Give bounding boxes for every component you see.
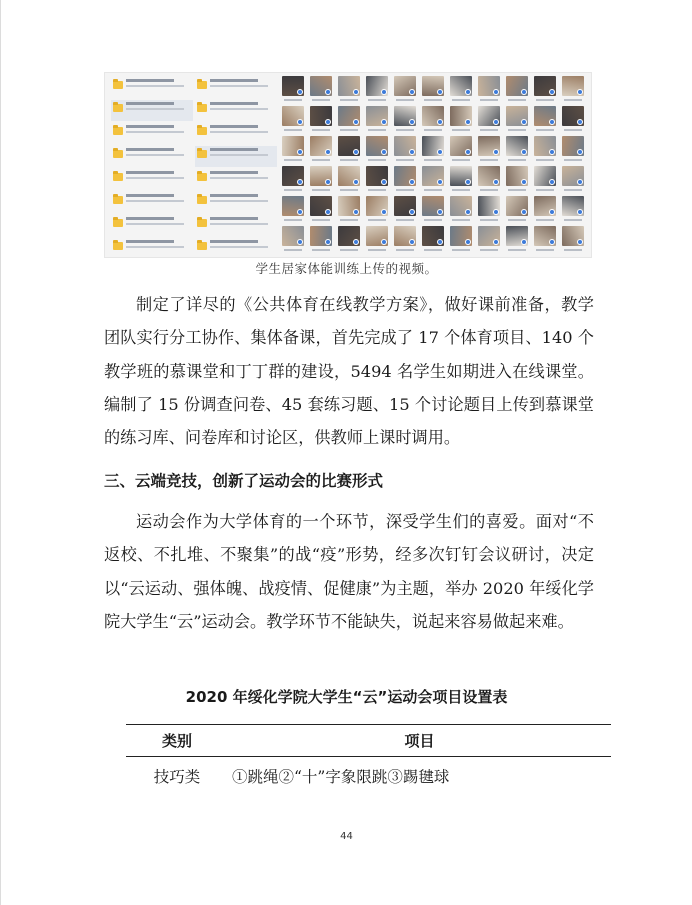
video-thumbnail [505, 106, 529, 135]
video-thumbnail [337, 106, 361, 135]
video-thumbnail-image [478, 76, 500, 96]
video-thumbnail-label [312, 159, 330, 161]
video-thumbnail-label [564, 219, 582, 221]
video-thumbnail [449, 76, 473, 105]
video-thumbnail-image [366, 76, 388, 96]
video-thumbnail-image [338, 226, 360, 246]
video-thumbnail-label [452, 159, 470, 161]
video-thumbnail-label [564, 159, 582, 161]
video-thumbnail-image [282, 166, 304, 186]
folder-item [111, 238, 193, 258]
video-thumbnail-image [562, 166, 584, 186]
video-thumbnail [393, 76, 417, 105]
video-thumbnail-image [310, 76, 332, 96]
folder-icon [113, 81, 123, 89]
video-thumbnail-label [284, 129, 302, 131]
folder-item [195, 123, 277, 144]
video-thumbnail-label [368, 189, 386, 191]
video-thumbnail [421, 226, 445, 255]
page-number: 44 [340, 831, 353, 842]
folder-list-left [111, 77, 193, 258]
video-thumbnail-image [310, 106, 332, 126]
video-thumbnail-label [424, 99, 442, 101]
video-thumbnail-image [450, 106, 472, 126]
video-thumbnail [337, 226, 361, 255]
folder-item [111, 215, 193, 236]
folder-label [210, 79, 268, 87]
folder-label [210, 102, 268, 110]
video-thumbnail [393, 226, 417, 255]
folder-item [195, 77, 277, 98]
video-thumbnail-image [338, 76, 360, 96]
folder-label [126, 79, 184, 87]
folder-item [111, 146, 193, 167]
folder-label [126, 148, 184, 156]
video-thumbnail-image [310, 166, 332, 186]
video-thumbnail-label [480, 159, 498, 161]
video-thumbnail-image [534, 226, 556, 246]
video-thumbnail [561, 76, 585, 105]
video-thumbnail [561, 226, 585, 255]
folder-icon [197, 242, 207, 250]
video-thumbnail-image [366, 106, 388, 126]
folder-item [195, 146, 277, 167]
video-thumbnail-label [480, 129, 498, 131]
video-thumbnail-grid [281, 76, 587, 255]
video-thumbnail [337, 136, 361, 165]
video-thumbnail-image [506, 226, 528, 246]
video-thumbnail-image [534, 196, 556, 216]
video-thumbnail [309, 76, 333, 105]
folder-label [126, 240, 184, 248]
video-thumbnail-image [534, 106, 556, 126]
video-thumbnail-label [480, 219, 498, 221]
video-thumbnail-image [282, 196, 304, 216]
video-thumbnail-label [396, 159, 414, 161]
video-thumbnail [309, 166, 333, 195]
video-thumbnail-image [422, 106, 444, 126]
video-thumbnail-label [536, 159, 554, 161]
video-thumbnail [533, 76, 557, 105]
folder-icon [113, 104, 123, 112]
video-thumbnail-label [284, 99, 302, 101]
video-thumbnail-label [424, 249, 442, 251]
video-thumbnail-image [394, 106, 416, 126]
video-thumbnail [309, 136, 333, 165]
video-thumbnail-image [282, 106, 304, 126]
video-thumbnail-label [424, 189, 442, 191]
folder-icon [113, 127, 123, 135]
video-thumbnail-label [536, 189, 554, 191]
video-thumbnail-image [450, 196, 472, 216]
video-thumbnail [449, 136, 473, 165]
video-thumbnail [477, 196, 501, 225]
body-paragraph-1: 制定了详尽的《公共体育在线教学方案》，做好课前准备，教学团队实行分工协作、集体备课，首先完成了 17 个体育项目、140 个教学班的慕课堂和丁丁群的建设，5494 名学生如期进入在线课堂。编制了 15 份调查问卷、45 套练习题、15 个讨论题目上传到慕课堂的练习库、问卷库和讨论区，供教师上课时调用。 [104, 295, 594, 448]
video-thumbnail-label [396, 99, 414, 101]
video-thumbnail-label [368, 219, 386, 221]
video-thumbnail-image [534, 76, 556, 96]
video-thumbnail [393, 136, 417, 165]
video-thumbnail [393, 106, 417, 135]
video-thumbnail-image [534, 136, 556, 156]
video-thumbnail [281, 106, 305, 135]
video-thumbnail-image [394, 226, 416, 246]
folder-icon [113, 196, 123, 204]
video-thumbnail-image [310, 196, 332, 216]
folder-label [126, 217, 184, 225]
video-thumbnail-label [508, 219, 526, 221]
video-thumbnail-label [452, 249, 470, 251]
folder-icon [113, 219, 123, 227]
video-thumbnail-image [562, 136, 584, 156]
video-thumbnail [337, 166, 361, 195]
folder-icon [197, 81, 207, 89]
video-thumbnail [477, 136, 501, 165]
video-thumbnail [421, 196, 445, 225]
video-thumbnail [477, 226, 501, 255]
folder-item [195, 215, 277, 236]
video-thumbnail [505, 166, 529, 195]
video-thumbnail-label [536, 219, 554, 221]
folder-icon [197, 173, 207, 181]
video-thumbnail [533, 196, 557, 225]
folder-label [210, 240, 268, 248]
video-thumbnail [505, 76, 529, 105]
video-thumbnail [505, 196, 529, 225]
video-thumbnail-image [366, 196, 388, 216]
header-events: 项目 [228, 725, 611, 757]
video-thumbnail [561, 196, 585, 225]
folder-label [210, 194, 268, 202]
video-thumbnail [449, 166, 473, 195]
body-paragraph-2: 运动会作为大学体育的一个环节，深受学生们的喜爱。面对“不返校、不扎堆、不聚集”的战“疫”形势，经多次钉钉会议研讨，决定以“云运动、强体魄、战疫情、促健康”为主题，举办 2020 年绥化学院大学生“云”运动会。教学环节不能缺失，说起来容易做起来难。 [104, 512, 594, 631]
video-thumbnail-label [312, 99, 330, 101]
folder-item [111, 100, 193, 121]
video-thumbnail-label [452, 99, 470, 101]
video-thumbnail [421, 106, 445, 135]
video-thumbnail-image [562, 196, 584, 216]
video-thumbnail-image [506, 106, 528, 126]
section-heading: 三、云端竞技，创新了运动会的比赛形式 [104, 472, 384, 490]
table-header-row [126, 725, 611, 757]
video-thumbnail-label [452, 219, 470, 221]
folder-item [195, 100, 277, 121]
video-thumbnail-image [478, 166, 500, 186]
video-thumbnail [365, 196, 389, 225]
video-thumbnail [421, 166, 445, 195]
video-thumbnail-image [506, 166, 528, 186]
video-thumbnail [449, 196, 473, 225]
video-thumbnail-image [534, 166, 556, 186]
video-thumbnail-image [478, 136, 500, 156]
video-thumbnail-label [340, 249, 358, 251]
video-thumbnail-label [312, 219, 330, 221]
video-thumbnail [365, 106, 389, 135]
video-thumbnail-label [396, 249, 414, 251]
video-thumbnail-label [536, 129, 554, 131]
video-thumbnail-label [452, 189, 470, 191]
video-thumbnail [421, 136, 445, 165]
video-thumbnail-image [478, 196, 500, 216]
video-thumbnail-label [508, 129, 526, 131]
video-thumbnail-image [310, 136, 332, 156]
video-thumbnail [477, 106, 501, 135]
header-category: 类别 [126, 725, 228, 757]
folder-label [210, 171, 268, 179]
folder-label [126, 125, 184, 133]
video-thumbnail [281, 196, 305, 225]
video-thumbnail-label [368, 99, 386, 101]
video-thumbnail-image [506, 136, 528, 156]
video-folder-screenshot [104, 72, 592, 258]
video-thumbnail [561, 166, 585, 195]
video-thumbnail [281, 136, 305, 165]
video-thumbnail-label [564, 99, 582, 101]
video-thumbnail-image [394, 166, 416, 186]
video-thumbnail-image [450, 226, 472, 246]
video-thumbnail [561, 136, 585, 165]
video-thumbnail [309, 106, 333, 135]
folder-list-right [195, 77, 277, 258]
folder-icon [197, 127, 207, 135]
video-thumbnail-label [396, 129, 414, 131]
video-thumbnail [365, 76, 389, 105]
video-thumbnail-label [340, 189, 358, 191]
video-thumbnail [365, 226, 389, 255]
video-thumbnail-image [450, 136, 472, 156]
video-thumbnail-image [282, 76, 304, 96]
video-thumbnail-label [340, 129, 358, 131]
folder-icon [197, 150, 207, 158]
video-thumbnail [393, 196, 417, 225]
video-thumbnail-image [422, 136, 444, 156]
video-thumbnail-image [338, 136, 360, 156]
video-thumbnail-image [450, 166, 472, 186]
video-thumbnail-label [368, 249, 386, 251]
video-thumbnail-label [396, 219, 414, 221]
video-thumbnail-label [424, 159, 442, 161]
folder-label [210, 125, 268, 133]
video-thumbnail [533, 106, 557, 135]
video-thumbnail [533, 226, 557, 255]
video-thumbnail-label [284, 219, 302, 221]
figure-caption: 学生居家体能训练上传的视频。 [255, 261, 438, 276]
video-thumbnail-image [478, 226, 500, 246]
video-thumbnail-label [564, 129, 582, 131]
video-thumbnail [477, 76, 501, 105]
video-thumbnail [561, 106, 585, 135]
video-thumbnail [505, 136, 529, 165]
folder-icon [197, 196, 207, 204]
video-thumbnail-image [282, 226, 304, 246]
table-row [126, 757, 611, 796]
video-thumbnail [365, 136, 389, 165]
cell-events: ①跳绳②“十”字象限跳③踢毽球 [232, 768, 450, 786]
video-thumbnail-label [284, 249, 302, 251]
video-thumbnail-image [562, 226, 584, 246]
folder-label [126, 171, 184, 179]
video-thumbnail [281, 76, 305, 105]
video-thumbnail-label [508, 189, 526, 191]
folder-icon [113, 150, 123, 158]
folder-item [111, 192, 193, 213]
video-thumbnail [505, 226, 529, 255]
video-thumbnail-label [424, 129, 442, 131]
video-thumbnail [337, 196, 361, 225]
video-thumbnail [337, 76, 361, 105]
video-thumbnail-label [368, 159, 386, 161]
folder-item [195, 169, 277, 190]
video-thumbnail [281, 166, 305, 195]
video-thumbnail-image [562, 76, 584, 96]
video-thumbnail-label [452, 129, 470, 131]
video-thumbnail-label [340, 99, 358, 101]
table-title: 2020 年绥化学院大学生“云”运动会项目设置表 [185, 688, 508, 706]
video-thumbnail-image [338, 166, 360, 186]
video-thumbnail-image [562, 106, 584, 126]
folder-item [111, 123, 193, 144]
video-thumbnail-label [284, 159, 302, 161]
video-thumbnail-label [284, 189, 302, 191]
folder-icon [113, 173, 123, 181]
video-thumbnail-image [478, 106, 500, 126]
cell-category: 技巧类 [153, 768, 201, 786]
video-thumbnail-label [424, 219, 442, 221]
video-thumbnail-image [506, 196, 528, 216]
video-thumbnail [309, 226, 333, 255]
sports-events-table [126, 724, 611, 795]
folder-label [210, 148, 268, 156]
video-thumbnail-label [536, 99, 554, 101]
video-thumbnail-image [366, 136, 388, 156]
video-thumbnail-image [422, 196, 444, 216]
video-thumbnail [477, 166, 501, 195]
video-thumbnail-image [366, 226, 388, 246]
video-thumbnail-image [422, 166, 444, 186]
video-thumbnail [533, 136, 557, 165]
video-thumbnail-image [366, 166, 388, 186]
video-thumbnail-label [564, 249, 582, 251]
video-thumbnail-label [480, 189, 498, 191]
video-thumbnail-label [312, 129, 330, 131]
video-thumbnail [533, 166, 557, 195]
video-thumbnail-image [394, 196, 416, 216]
video-thumbnail-label [508, 249, 526, 251]
video-thumbnail-image [338, 106, 360, 126]
video-thumbnail-label [312, 249, 330, 251]
video-thumbnail-image [422, 76, 444, 96]
folder-label [210, 217, 268, 225]
video-thumbnail-image [282, 136, 304, 156]
folder-icon [197, 219, 207, 227]
folder-item [195, 238, 277, 258]
video-thumbnail [365, 166, 389, 195]
folder-label [126, 194, 184, 202]
video-thumbnail-label [564, 189, 582, 191]
video-thumbnail-image [338, 196, 360, 216]
video-thumbnail [449, 106, 473, 135]
video-thumbnail [393, 166, 417, 195]
video-thumbnail-image [394, 136, 416, 156]
video-thumbnail-label [340, 159, 358, 161]
video-thumbnail-label [396, 189, 414, 191]
folder-label [126, 102, 184, 110]
video-thumbnail [281, 226, 305, 255]
video-thumbnail-label [480, 99, 498, 101]
folder-icon [197, 104, 207, 112]
video-thumbnail-label [508, 99, 526, 101]
video-thumbnail-image [450, 76, 472, 96]
folder-icon [113, 242, 123, 250]
video-thumbnail-image [422, 226, 444, 246]
video-thumbnail-image [310, 226, 332, 246]
video-thumbnail-image [506, 76, 528, 96]
video-thumbnail-label [480, 249, 498, 251]
video-thumbnail-label [368, 129, 386, 131]
video-thumbnail-image [394, 76, 416, 96]
folder-item [195, 192, 277, 213]
video-thumbnail [309, 196, 333, 225]
video-thumbnail-label [536, 249, 554, 251]
folder-item [111, 77, 193, 98]
folder-item [111, 169, 193, 190]
video-thumbnail-label [340, 219, 358, 221]
video-thumbnail [449, 226, 473, 255]
video-thumbnail-label [312, 189, 330, 191]
video-thumbnail-label [508, 159, 526, 161]
video-thumbnail [421, 76, 445, 105]
